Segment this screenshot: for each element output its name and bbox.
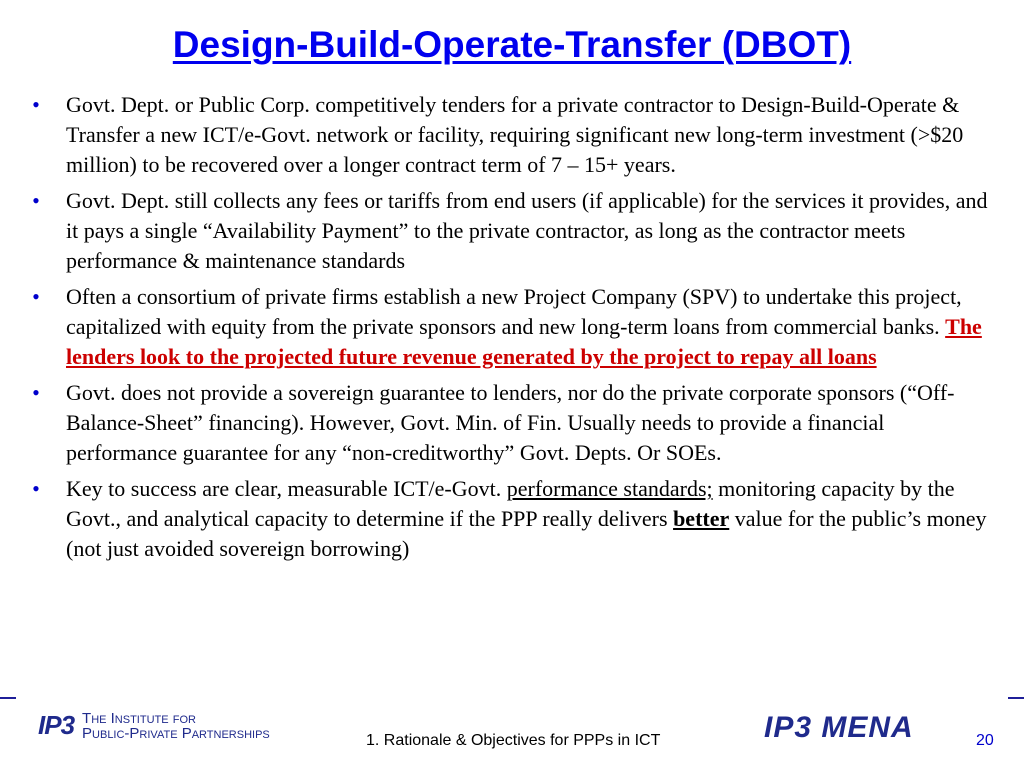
performance-standards-text: performance standards; — [506, 476, 713, 501]
bullet-list — [26, 90, 1001, 570]
bullet-item — [26, 282, 1001, 372]
ip3-institute-logo — [38, 710, 270, 741]
bullet-icon: • — [32, 380, 40, 405]
footer-rule-right — [1008, 697, 1024, 699]
bullet-text: Govt. Dept. or Public Corp. competitively tenders for a private contractor to Design-Build-Operate & Transfer a new ICT/e-Govt. network or facility, requiring significant new long-term investment (>$20 million) to be recovered over a longer contract term of 7 – 15+ years. — [66, 92, 964, 177]
bullet-icon: • — [32, 284, 40, 309]
footer-caption: 1. Rationale & Objectives for PPPs in ICT — [366, 732, 661, 749]
slide-title: Design-Build-Operate-Transfer (DBOT) — [172, 24, 852, 65]
bullet-icon: • — [32, 92, 40, 117]
page-number: 20 — [976, 732, 994, 749]
bullet-text: Often a consortium of private firms establish a new Project Company (SPV) to undertake this project, capitalized with equity from the private sponsors and new long-term loans from commercial banks. — [66, 284, 962, 339]
footer-rule-left — [0, 697, 16, 699]
bullet-icon: • — [32, 476, 40, 501]
bullet-text: monitoring capacity by the Govt., and analytical capacity to determine if the PPP really delivers — [66, 476, 955, 531]
institute-line-1: The Institute for — [82, 709, 196, 727]
better-text: better — [673, 506, 730, 531]
ip3-mena-logo: IP3 MENA — [764, 711, 914, 744]
bullet-text: value for the public’s money (not just avoided sovereign borrowing) — [66, 506, 987, 561]
bullet-item — [26, 186, 1001, 276]
bullet-text: Key to success are clear, measurable ICT/e-Govt. — [66, 476, 507, 501]
bullet-item — [26, 90, 1001, 180]
lenders-highlight: The lenders look to the projected future revenue generated by the project to repay all loans — [66, 314, 982, 369]
bullet-item — [26, 474, 1001, 564]
ip3-logo-mark: IP3 — [38, 710, 75, 740]
institute-line-2: Public-Private Partnerships — [82, 724, 270, 742]
bullet-icon: • — [32, 188, 40, 213]
bullet-item — [26, 378, 1001, 468]
bullet-text: Govt. does not provide a sovereign guarantee to lenders, nor do the private corporate sponsors (“Off-Balance-Sheet” financing). However, Govt. Min. of Fin. Usually needs to provide a financial performance guarantee for any “non-creditworthy” Govt. Depts. Or SOEs. — [66, 380, 955, 465]
bullet-text: Govt. Dept. still collects any fees or tariffs from end users (if applicable) for the services it provides, and it pays a single “Availability Payment” to the private contractor, as long as the contractor meets performance & maintenance standards — [66, 188, 988, 273]
institute-name — [82, 711, 270, 741]
